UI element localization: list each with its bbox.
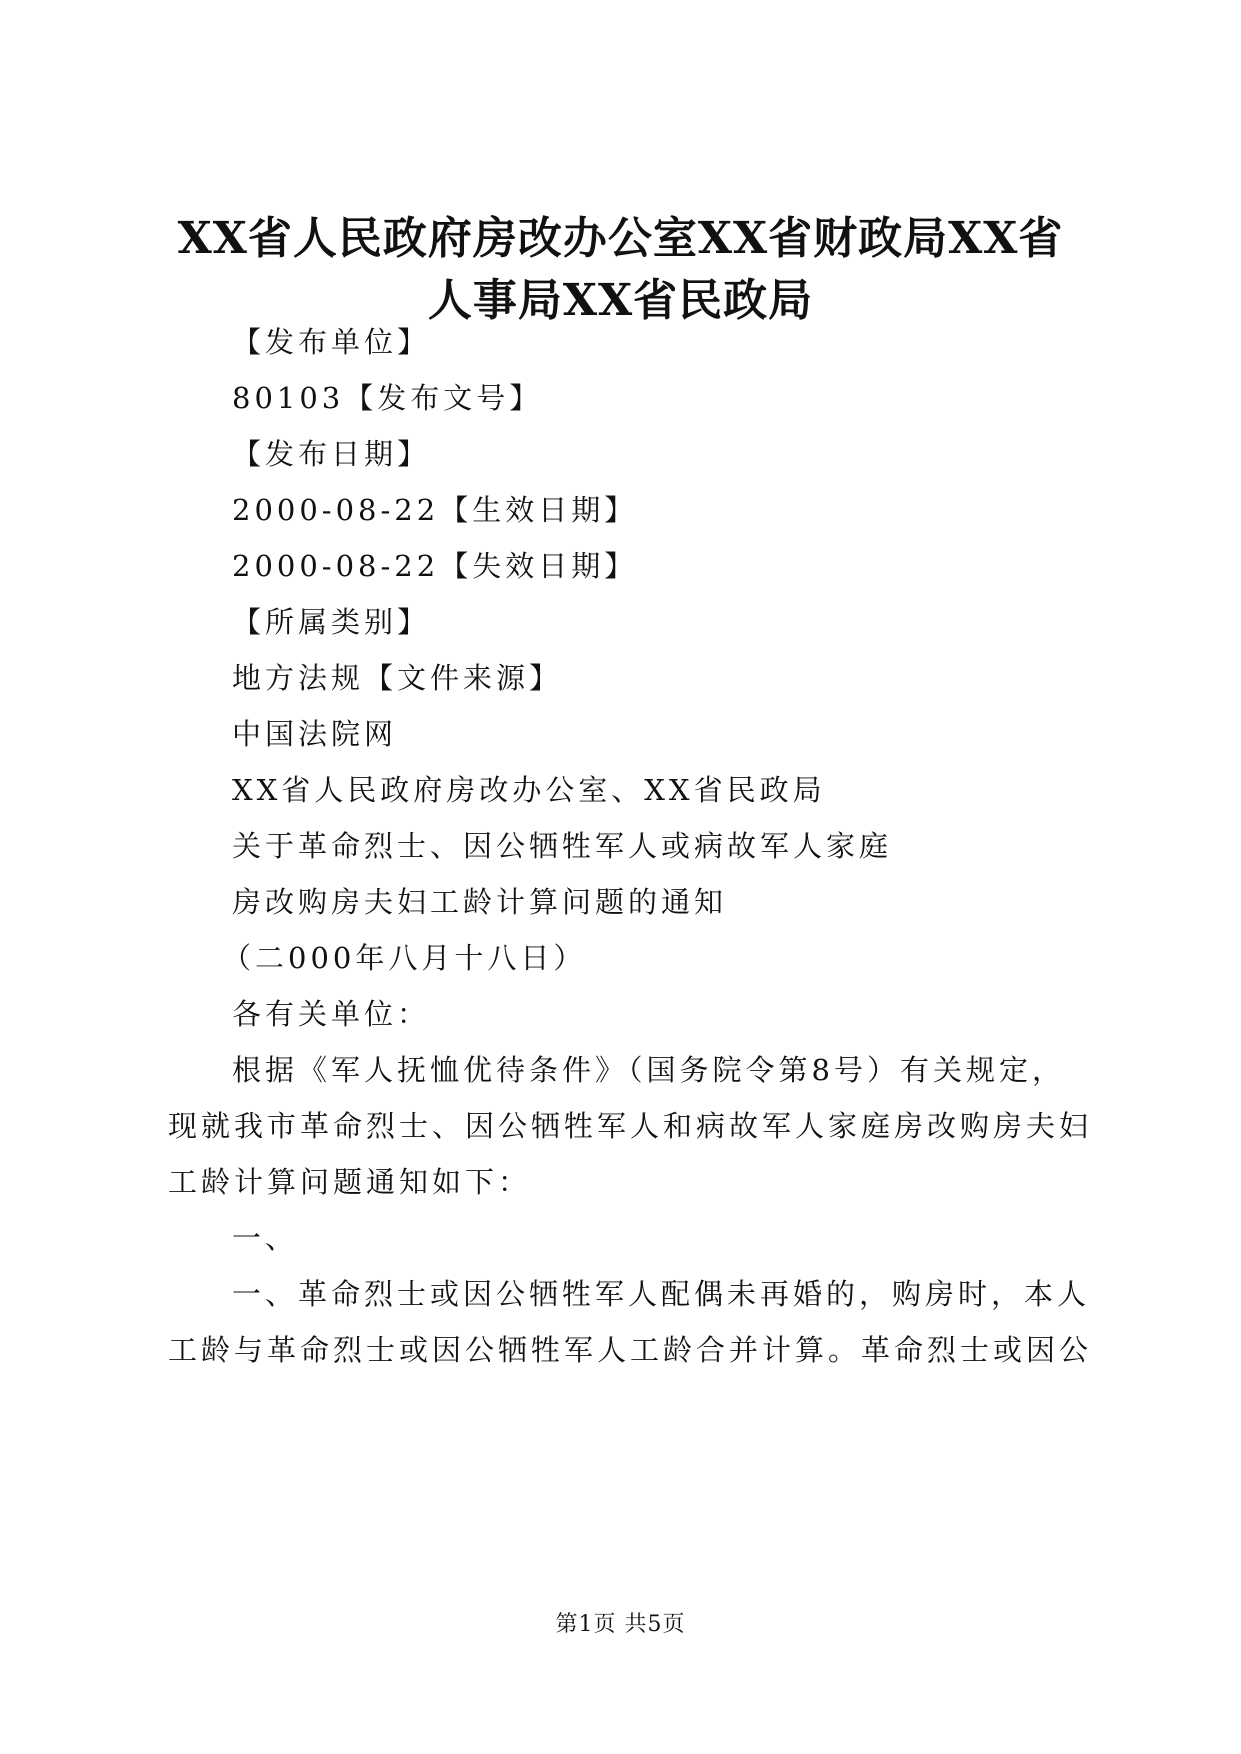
title-line-2: 人事局XX省民政局 (427, 275, 814, 326)
meta-line: 中国法院网 (232, 717, 398, 751)
meta-line: 地方法规【文件来源】 (232, 661, 563, 695)
paragraph-line: 现就我市革命烈士、因公牺牲军人和病故军人家庭房改购房夫妇 (168, 1109, 1093, 1143)
paragraph-line: 一、革命烈士或因公牺牲军人配偶未再婚的，购房时，本人 (232, 1277, 1091, 1311)
notice-heading-line: 关于革命烈士、因公牺牲军人或病故军人家庭 (232, 829, 893, 863)
document-title (140, 208, 1101, 332)
notice-date-line: （二000年八月十八日） (222, 941, 587, 975)
notice-heading-line: XX省人民政府房改办公室、XX省民政局 (232, 773, 826, 807)
paragraph-line: 工龄计算问题通知如下： (168, 1165, 532, 1199)
paragraph-line: 工龄与革命烈士或因公牺牲军人工龄合并计算。革命烈士或因公 (168, 1333, 1093, 1367)
paragraph-line: 根据《军人抚恤优待条件》（国务院令第8号）有关规定， (232, 1053, 1065, 1087)
page-number-footer: 第1页 共5页 (555, 1612, 686, 1637)
meta-line: 80103【发布文号】 (232, 381, 543, 415)
meta-line: 【发布日期】 (232, 437, 431, 471)
item-marker: 一、 (232, 1221, 299, 1255)
salutation: 各有关单位： (232, 997, 431, 1031)
meta-line: 【发布单位】 (232, 325, 431, 359)
notice-heading-line: 房改购房夫妇工龄计算问题的通知 (232, 885, 728, 919)
meta-line: 【所属类别】 (232, 605, 431, 639)
title-line-1: XX省人民政府房改办公室XX省财政局XX省 (177, 213, 1064, 264)
meta-line: 2000-08-22【生效日期】 (232, 493, 638, 527)
meta-line: 2000-08-22【失效日期】 (232, 549, 638, 583)
